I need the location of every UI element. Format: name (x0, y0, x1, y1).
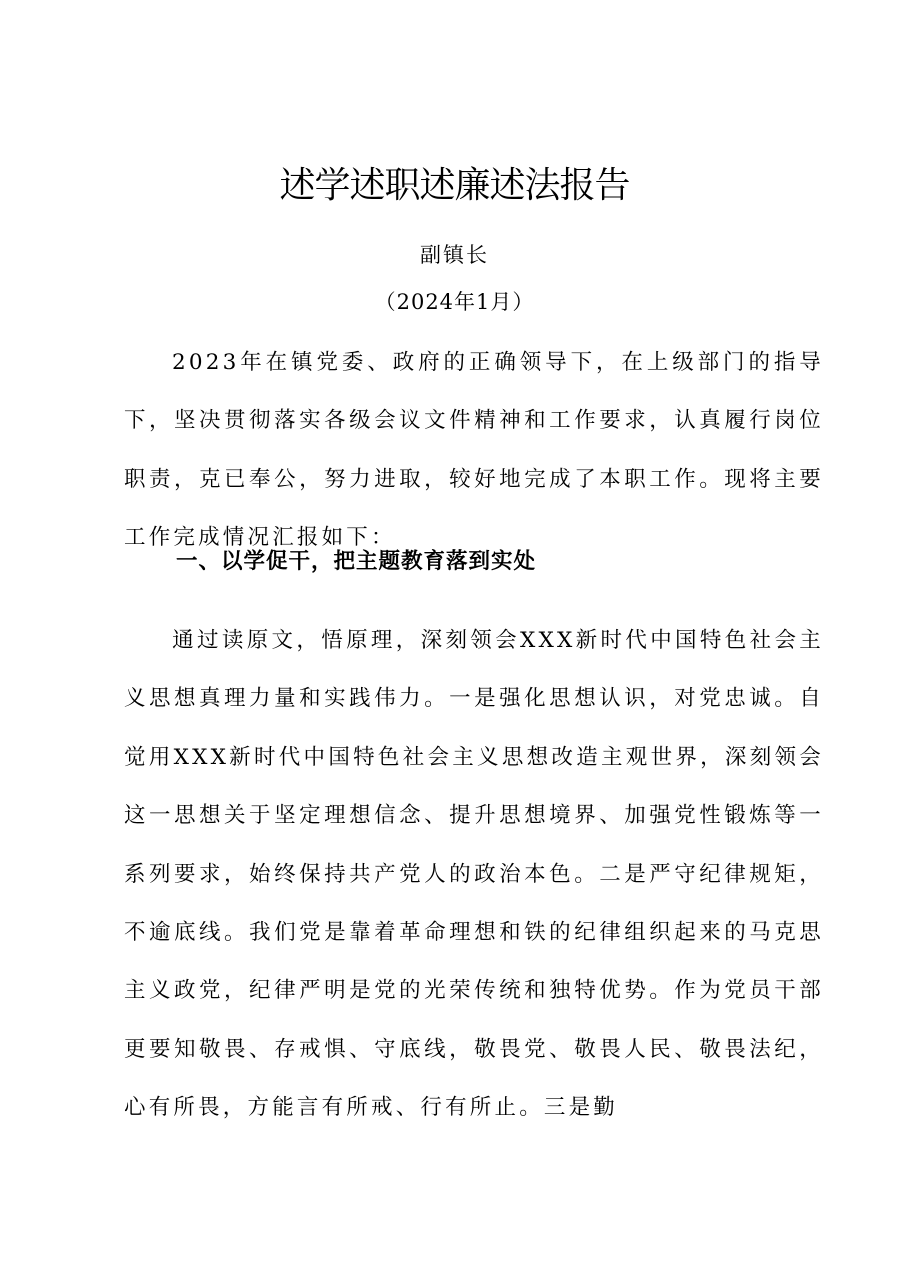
paragraph-section-1 (124, 612, 824, 1138)
section-heading-1: 一、以学促干，把主题教育落到实处 (176, 549, 537, 574)
paragraph-intro (124, 334, 824, 568)
date-line: （2024年1月） (374, 290, 535, 314)
author-line: 副镇长 (420, 243, 489, 267)
paragraph-section-1-text: 通过读原文，悟原理，深刻领会XXX新时代中国特色社会主义思想真理力量和实践伟力。一是强化思想认识，对党忠诚。自觉用XXX新时代中国特色社会主义思想改造主观世界，深刻领会这一思想关于坚定理想信念、提升思想境界、加强党性锻炼等一系列要求，始终保持共产党人的政治本色。二是严守纪律规矩，不逾底线。我们党是靠着革命理想和铁的纪律组织起来的马克思主义政党，纪律严明是党的光荣传统和独特优势。作为党员干部更要知敬畏、存戒惧、守底线，敬畏党、敬畏人民、敬畏法纪，心有所畏，方能言有所戒、行有所止。三是勤 (124, 628, 824, 1121)
document-title: 述学述职述廉述法报告 (279, 165, 630, 206)
paragraph-intro-text: 2023年在镇党委、政府的正确领导下，在上级部门的指导下，坚决贯彻落实各级会议文件精神和工作要求，认真履行岗位职责，克已奉公，努力进取，较好地完成了本职工作。现将主要工作完成情况汇报如下： (124, 350, 824, 551)
